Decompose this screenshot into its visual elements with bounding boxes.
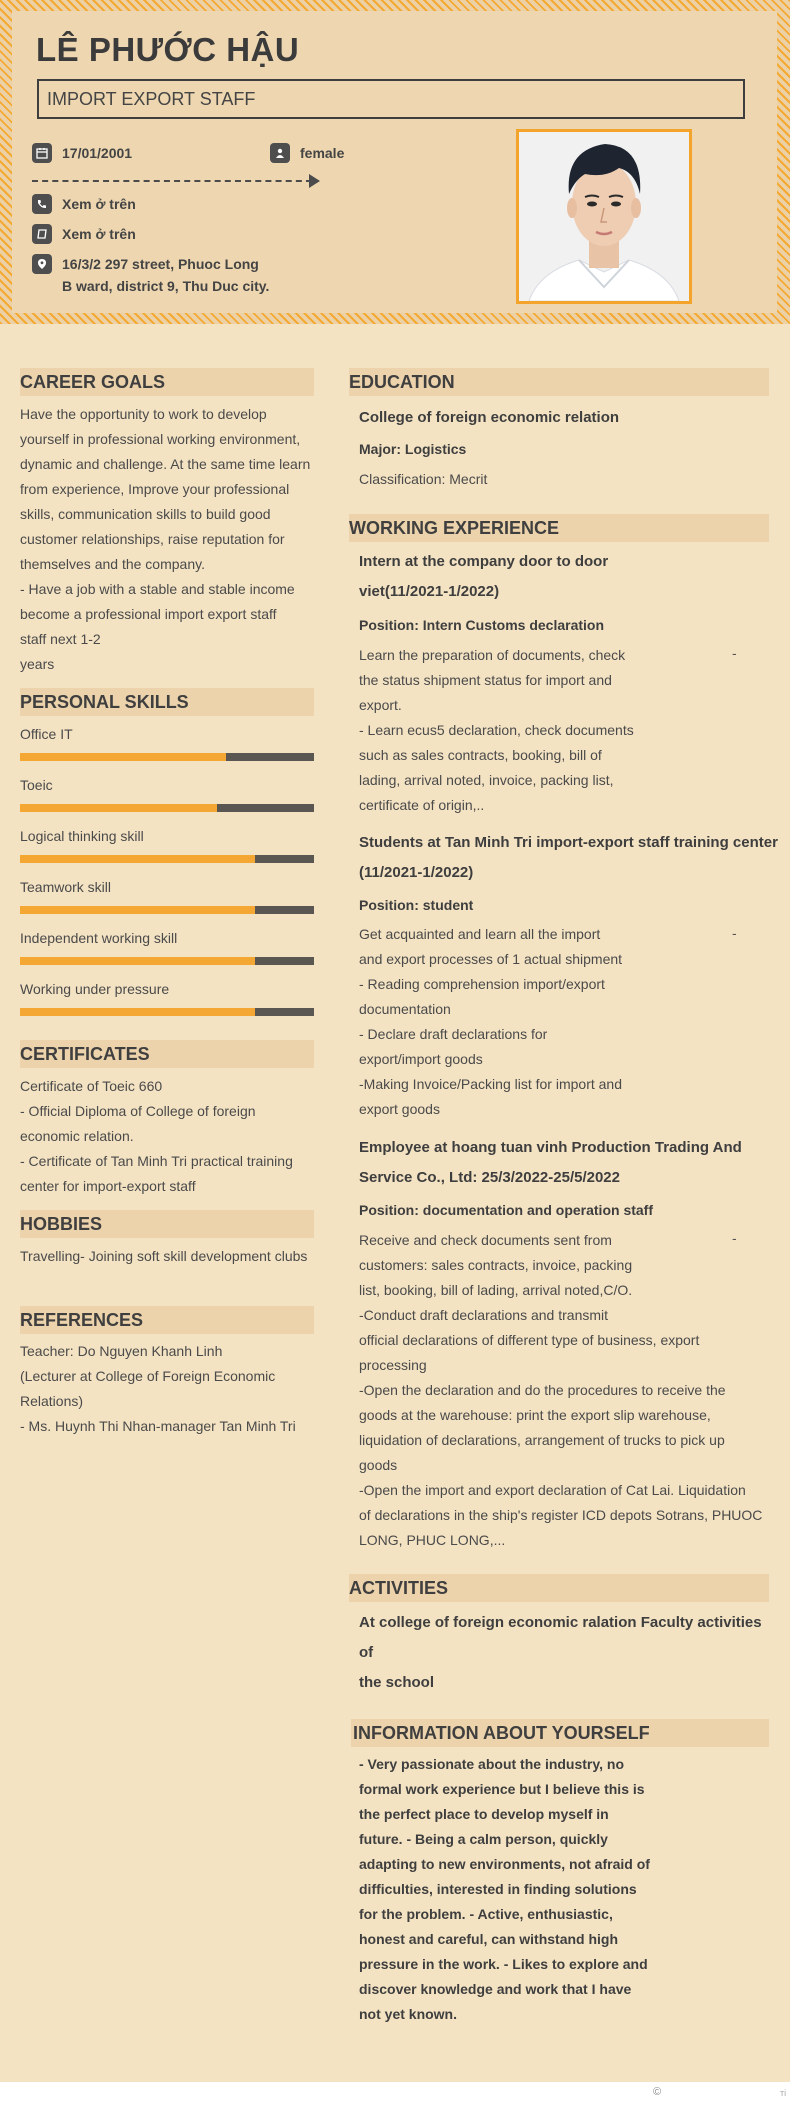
career-goals-line: years [20,656,55,672]
job-title-line: Students at Tan Minh Tri import-export staff training center [359,834,778,851]
job-title-text [359,828,779,888]
job-desc-line: Get acquainted and learn all the import [359,926,601,942]
skill-bar [20,906,314,914]
skill-label: Independent working skill [20,930,178,946]
job-position: Position: documentation and operation staff [359,1202,653,1218]
activities-line: the school [359,1674,435,1691]
job-desc-line: certificate of origin,.. [359,797,485,813]
about-line: honest and careful, can withstand high [359,1931,619,1947]
career-goals-heading: CAREER GOALS [20,368,314,396]
activities-heading: ACTIVITIES [349,1574,769,1602]
hobbies-line: Travelling- Joining soft skill development clubs [20,1248,308,1264]
education-school: College of foreign economic relation [359,409,620,426]
gender-text: female [300,145,345,161]
about-line: discover knowledge and work that I have [359,1981,632,1997]
skill-bar-fill [20,906,255,914]
job-desc-line: -Conduct draft declarations and transmit [359,1307,609,1323]
calendar-icon [32,143,52,163]
job-desc-line: of declarations in the ship's register ICD depots Sotrans, PHUOC [359,1507,763,1523]
about-line: formal work experience but I believe this is [359,1781,645,1797]
career-goals-line: - Have a job with a stable and stable income [20,581,295,597]
gender-icon [270,143,290,163]
certificates-heading: CERTIFICATES [20,1040,314,1068]
job-position: Position: Intern Customs declaration [359,617,605,633]
address-line-2: B ward, district 9, Thu Duc city. [62,278,270,294]
job-title-line: Employee at hoang tuan vinh Production Trading And [359,1139,742,1156]
skill-label: Office IT [20,726,73,742]
location-pin-icon [32,254,52,274]
skill-bar-fill [20,804,217,812]
job-desc-line: -Open the declaration and do the procedures to receive the [359,1382,726,1398]
job-desc-line: export/import goods [359,1051,483,1067]
birthday-text: 17/01/2001 [62,145,133,161]
career-goals-line: dynamic and challenge. At the same time learn [20,456,311,472]
skill-label: Working under pressure [20,981,170,997]
reference-line: (Lecturer at College of Foreign Economic [20,1368,276,1384]
job-desc-line: Learn the preparation of documents, check [359,647,626,663]
certificate-line: - Official Diploma of College of foreign [20,1103,256,1119]
job-desc-line: export goods [359,1101,440,1117]
career-goals-line: themselves and the company. [20,556,205,572]
activities-line: At college of foreign economic ralation Faculty activities of [359,1614,762,1661]
job-desc-line: list, booking, bill of lading, arrival noted,C/O. [359,1282,633,1298]
personal-skills-heading: PERSONAL SKILLS [20,688,314,716]
career-goals-line: become a professional import export staff [20,606,277,622]
job-desc-line: - Reading comprehension import/export [359,976,605,992]
phone-text: Xem ở trên [62,196,136,212]
hobbies-heading: HOBBIES [20,1210,314,1238]
footer-strip [0,2082,790,2105]
arrow-head-icon [309,174,320,188]
job-desc-line: such as sales contracts, booking, bill of [359,747,602,763]
job-description [359,922,659,1122]
experience-heading: WORKING EXPERIENCE [349,514,769,542]
job-title-text [359,1133,779,1193]
reference-line: Relations) [20,1393,84,1409]
references-heading: REFERENCES [20,1306,314,1334]
reference-line: - Ms. Huynh Thi Nhan-manager Tan Minh Tri [20,1418,296,1434]
job-desc-line: documentation [359,1001,451,1017]
about-line: future. - Being a calm person, quickly [359,1831,608,1847]
skill-bar [20,753,314,761]
about-line: pressure in the work. - Likes to explore and [359,1956,648,1972]
about-heading: INFORMATION ABOUT YOURSELF [351,1719,769,1747]
job-desc-line: - Learn ecus5 declaration, check documents [359,722,634,738]
phone-icon [32,194,52,214]
career-goals-line: customer relationships, raise reputation for [20,531,285,547]
skill-bar-fill [20,1008,255,1016]
career-goals-line: yourself in professional working environment, [20,431,301,447]
career-goals-line: from experience, Improve your professional [20,481,290,497]
candidate-name: LÊ PHƯỚC HẬU [36,31,300,68]
header-banner [0,0,790,324]
about-text [359,1752,659,2027]
hobbies-text [20,1244,330,1269]
job-dash: - [732,645,737,661]
job-title-line: Intern at the company door to door [359,553,609,570]
skill-bar [20,804,314,812]
job-desc-line: goods at the warehouse: print the export slip warehouse, [359,1407,711,1423]
skill-label: Logical thinking skill [20,828,144,844]
skill-bar [20,855,314,863]
activities-text [359,1608,779,1698]
certificates-text [20,1074,320,1199]
job-desc-line: customers: sales contracts, invoice, packing [359,1257,633,1273]
education-major: Major: Logistics [359,441,467,457]
job-description [359,643,659,818]
skill-bar-fill [20,753,226,761]
email-icon [32,224,52,244]
footer-mark: © [653,2086,662,2098]
about-line: the perfect place to develop myself in [359,1806,609,1822]
job-desc-line: export. [359,697,402,713]
job-desc-line: liquidation of declarations, arrangement of trucks to pick up [359,1432,725,1448]
header-panel [12,11,777,313]
job-description [359,1228,779,1553]
about-line: difficulties, interested in finding solutions [359,1881,637,1897]
address-line-1: 16/3/2 297 street, Phuoc Long [62,256,259,272]
divider-arrow-line [32,180,312,182]
about-line: adapting to new environments, not afraid of [359,1856,650,1872]
job-desc-line: -Open the import and export declaration of Cat Lai. Liquidation [359,1482,746,1498]
job-title: IMPORT EXPORT STAFF [37,79,745,119]
job-desc-line: Receive and check documents sent from [359,1232,612,1248]
certificate-line: center for import-export staff [20,1178,196,1194]
education-heading: EDUCATION [349,368,769,396]
about-line: - Very passionate about the industry, no [359,1756,625,1772]
skill-label: Toeic [20,777,53,793]
job-title-line: Service Co., Ltd: 25/3/2022-25/5/2022 [359,1169,620,1186]
job-desc-line: goods [359,1457,398,1473]
career-goals-text [20,402,320,677]
certificate-line: Certificate of Toeic 660 [20,1078,163,1094]
career-goals-line: staff next 1-2 [20,631,101,647]
certificate-line: - Certificate of Tan Minh Tri practical training [20,1153,293,1169]
references-text [20,1339,320,1439]
about-line: not yet known. [359,2006,457,2022]
job-title-line: (11/2021-1/2022) [359,864,474,881]
job-position: Position: student [359,897,474,913]
skill-bar-fill [20,957,255,965]
skill-bar-fill [20,855,255,863]
job-dash: - [732,925,737,941]
reference-line: Teacher: Do Nguyen Khanh Linh [20,1343,223,1359]
career-goals-line: Have the opportunity to work to develop [20,406,267,422]
about-line: for the problem. - Active, enthusiastic, [359,1906,613,1922]
career-goals-line: skills, communication skills to build good [20,506,271,522]
job-desc-line: -Making Invoice/Packing list for import and [359,1076,622,1092]
job-desc-line: - Declare draft declarations for [359,1026,548,1042]
job-desc-line: and export processes of 1 actual shipment [359,951,623,967]
footer-mark-small: ті [780,2088,787,2098]
job-dash: - [732,1230,737,1246]
skill-bar [20,1008,314,1016]
portrait-image [519,132,689,301]
job-desc-line: lading, arrival noted, invoice, packing list, [359,772,614,788]
job-desc-line: LONG, PHUC LONG,... [359,1532,506,1548]
job-desc-line: the status shipment status for import and [359,672,612,688]
job-desc-line: processing [359,1357,427,1373]
job-desc-line: official declarations of different type of business, export [359,1332,700,1348]
profile-photo [516,129,692,304]
skill-label: Teamwork skill [20,879,112,895]
education-classification: Classification: Mecrit [359,471,488,487]
certificate-line: economic relation. [20,1128,134,1144]
job-title-line: viet(11/2021-1/2022) [359,583,500,600]
job-title-text [359,547,769,607]
skill-bar [20,957,314,965]
email-text: Xem ở trên [62,226,136,242]
